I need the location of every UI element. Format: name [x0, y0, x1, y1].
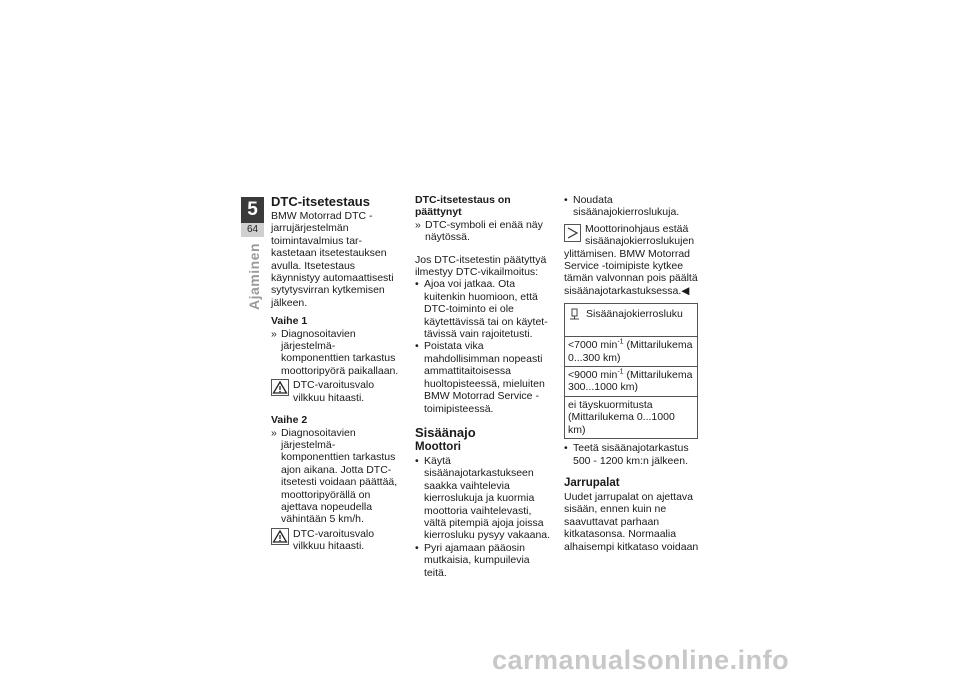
list-item [415, 340, 555, 414]
step-2-note-text: DTC-varoitusvalo vilkkuu hitaasti. [293, 527, 375, 553]
step-2-text: Diagnosoitavien järjestelmäkomponenttien tarkastus ajon aikana. Jotta DTC-itsetesti voidaan päättää, moottoripyörällä on ajettava nopeudella vähintään 5 km/h. [281, 426, 398, 526]
engine-bullet-2: Pyri ajamaan pääosin mutkaisia, kumpuilevia teitä. [424, 541, 530, 579]
fault-bullet-2: Poistata vika mahdollisimman nopeasti ammattitaitoisessa huoltopisteessä, mieluiten BMW Motorrad Service -toimipisteessä. [424, 340, 545, 415]
running-in-rpm-table [564, 303, 698, 439]
column-1 [271, 194, 399, 553]
step-1-note-text: DTC-varoitusvalo vilkkuu hitaasti. [293, 379, 375, 404]
info-note-text: Moottorinohjaus estää sisäänajokierroslukujen ylittämisen. BMW Motorrad Service -toimipiste kytkee tämän valvonnan pois päältä sisäänajotarkastuksessa.◀ [564, 222, 698, 297]
table-cell-text: <9000 min [568, 369, 618, 382]
watermark: carmanualsonline.info [492, 645, 790, 675]
engine-bullet-1: Käytä sisäänajotarkastukseen saakka vaihtelevia kierroslukuja ja kuormia moottoria vaihtelevasti, vältä pitempiä ajoja joissa kierrosluku pysyy vakaana. [424, 454, 551, 542]
table-header-cell [565, 304, 698, 337]
step-1-text: Diagnosoitavien järjestelmäkomponenttien tarkastus moottoripyörä paikallaan. [281, 327, 399, 377]
table-row [565, 337, 698, 367]
list-item [415, 455, 555, 542]
tachometer-icon [568, 308, 582, 320]
table-cell-sup: -1 [617, 368, 624, 376]
table-cell-text: (Mittarilukema 0...300 km) [568, 339, 693, 364]
list-item [564, 194, 704, 219]
table-cell [565, 337, 698, 367]
table-cell-text: <7000 min [568, 339, 618, 352]
table-cell-text: (Mittarilukema 300...1000 km) [568, 369, 693, 394]
table-row [565, 396, 698, 438]
dtc-selftest-title: DTC-itsetestaus [271, 194, 370, 209]
table-row [565, 367, 698, 397]
brake-pads-text: Uudet jarrupalat on ajettava sisään, ennen kuin ne saavuttavat parhaan kitkatasonsa. Normaalia alhaisempi kitkataso voidaan [564, 490, 699, 553]
table-cell [565, 396, 698, 438]
chapter-tab [241, 197, 264, 237]
column-3 [564, 194, 704, 553]
info-triangle-icon [564, 224, 581, 242]
table-cell-text: ei täyskuormitusta (Mittarilukema 0...1000 km) [568, 398, 675, 436]
step-1-note [271, 379, 399, 404]
brake-pads-title: Jarrupalat [564, 476, 620, 489]
selftest-done-text: DTC-symboli ei enää näy näytössä. [425, 218, 543, 244]
info-note [564, 223, 704, 297]
warning-triangle-icon [271, 528, 289, 545]
rpm-bullet: Noudata sisäänajokierroslukuja. [573, 194, 680, 219]
step-1-title: Vaihe 1 [271, 315, 308, 328]
list-item [564, 442, 704, 467]
engine-subtitle: Moottori [415, 440, 461, 453]
inspection-bullet: Teetä sisäänajotarkastus 500 - 1200 km:n jälkeen. [573, 442, 689, 467]
running-in-title: Sisäänajo [415, 424, 476, 440]
fault-intro-text: Jos DTC-itsetestin päätyttyä ilmestyy DTC-vikailmoitus: [415, 253, 547, 279]
step-1-item [271, 328, 399, 378]
chapter-number: 5 [241, 197, 264, 223]
list-item [415, 278, 555, 340]
table-cell-sup: -1 [617, 338, 624, 346]
selftest-done-title: DTC-itsetestaus on päättynyt [415, 194, 511, 219]
page-number: 64 [241, 223, 264, 237]
section-side-label: Ajaminen [246, 242, 262, 310]
selftest-done-step [415, 219, 555, 244]
table-cell [565, 367, 698, 397]
dtc-intro-text: BMW Motorrad DTC -jarrujärjestelmän toimintavalmius tarkastetaan itsetestauksen avulla. Itsetestaus käynnistyy automaattisesti sytytysvirran kytkemisen jälkeen. [271, 210, 394, 309]
warning-triangle-icon [271, 379, 289, 396]
fault-bullet-1: Ajoa voi jatkaa. Ota kuitenkin huomioon, että DTC-toiminto ei ole käytettävissä tai on käytettävissä vain rajoitetusti. [424, 278, 548, 341]
list-item [415, 542, 555, 579]
column-2 [415, 194, 555, 579]
step-2-item [271, 427, 399, 526]
table-header-text: Sisäänajokierrosluku [586, 308, 683, 321]
step-2-title: Vaihe 2 [271, 414, 308, 427]
table-row [565, 304, 698, 337]
step-2-note [271, 528, 399, 553]
